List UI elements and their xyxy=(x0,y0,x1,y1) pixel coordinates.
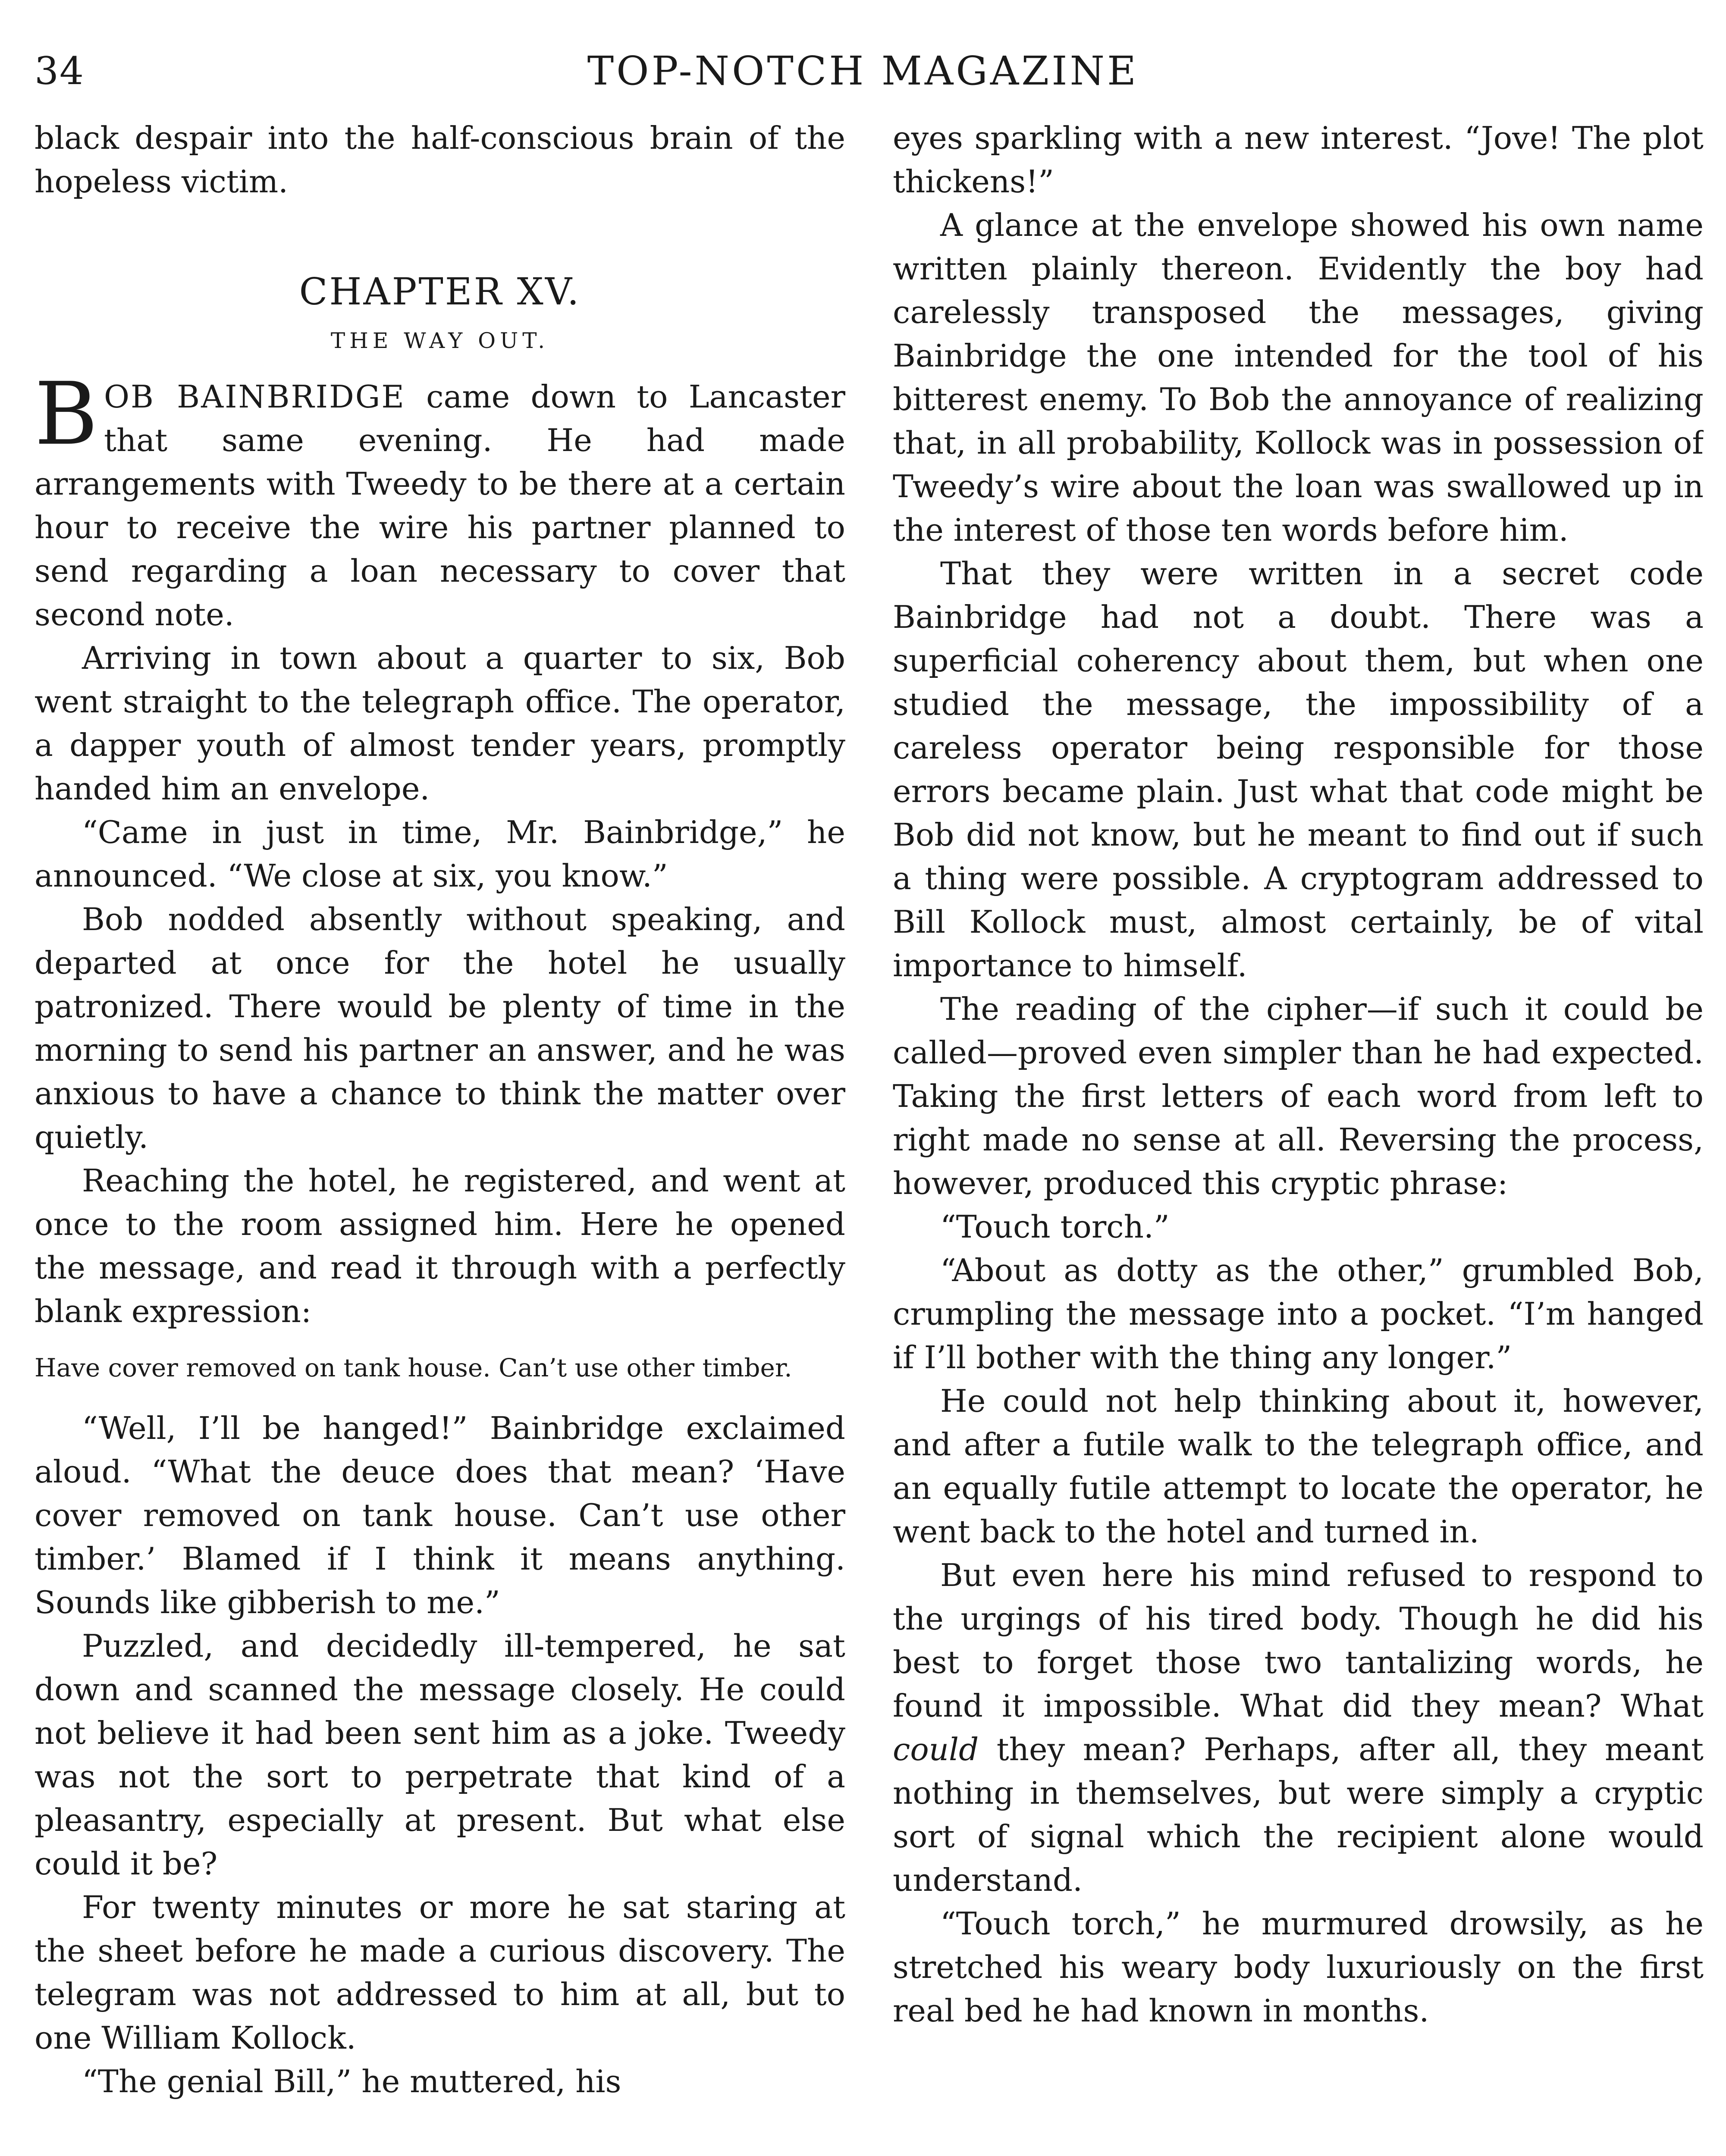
paragraph xyxy=(893,1554,1704,1902)
page-number: 34 xyxy=(35,49,85,93)
drop-cap: B xyxy=(35,364,98,464)
paragraph: “Came in just in time, Mr. Bainbridge,” he announced. “We close at six, you know.” xyxy=(35,814,845,894)
paragraph: Puzzled, and decidedly ill-tempered, he sat down and scanned the message closely. He could not believe it had been sent him as a joke. Tweedy was not the sort to perpetrate that kind of a pleasantry, especially at present. But what else could it be? xyxy=(35,1628,845,1882)
paragraph: He could not help thinking about it, however, and after a futile walk to the telegraph office, and an equally futile attempt to locate the operator, he went back to the hotel and turned in. xyxy=(893,1383,1704,1550)
paragraph: Arriving in town about a quarter to six, Bob went straight to the telegraph office. The operator, a dapper youth of almost tender years, promptly handed him an envelope. xyxy=(35,640,845,807)
chapter-heading: CHAPTER XV. xyxy=(299,270,581,313)
paragraph: Reaching the hotel, he registered, and went at once to the room assigned him. Here he opened the message, and read it through with a perfectly blank expression: xyxy=(35,1163,845,1329)
paragraph: The reading of the cipher—if such it could be called—proved even simpler than he had expected. Taking the first letters of each word from left to right made no sense at all. Reversing the process, however, produced this cryptic phrase: xyxy=(893,991,1704,1201)
left-column xyxy=(35,116,845,2156)
opening-text: came down to Lancaster that same evening. He had made arrangements with Tweedy to be there at a certain hour to receive the wire his partner planned to send regarding a loan necessary to cover that second note. xyxy=(35,379,845,633)
opening-paragraph xyxy=(35,364,845,636)
right-column xyxy=(893,116,1704,2156)
paragraph: “Touch torch,” he murmured drowsily, as he stretched his weary body luxuriously on the first real bed he had known in months. xyxy=(893,1905,1704,2029)
page-header xyxy=(35,43,1691,99)
chapter-subtitle: THE WAY OUT. xyxy=(330,328,549,353)
paragraph: “Well, I’ll be hanged!” Bainbridge exclaimed aloud. “What the deuce does that mean? ‘Have cover removed on tank house. Can’t use other timber.’ Blamed if I think it means anything. Sounds like gibberish to me.” xyxy=(35,1410,845,1620)
paragraph: Bob nodded absently without speaking, and departed at once for the hotel he usually patronized. There would be plenty of time in the morning to send his partner an answer, and he was anxious to have a chance to think the matter over quietly. xyxy=(35,901,845,1155)
telegram-text: Have cover removed on tank house. Can’t use other timber. xyxy=(35,1353,792,1382)
paragraph-text: But even here his mind refused to respond to the urgings of his tired body. Though he did his best to forget those two tantalizing words, he found it impossible. What did they mean? What xyxy=(893,1557,1704,1724)
paragraph: “The genial Bill,” he muttered, his xyxy=(82,2063,621,2100)
paragraph-text: they mean? Perhaps, after all, they meant nothing in themselves, but were simply a cryptic sort of signal which the recipient alone would understand. xyxy=(893,1731,1704,1898)
paragraph: For twenty minutes or more he sat staring at the sheet before he made a curious discovery. The telegram was not addressed to him at all, but to one William Kollock. xyxy=(35,1889,845,2056)
paragraph: “About as dotty as the other,” grumbled Bob, crumpling the message into a pocket. “I’m hanged if I’ll bother with the thing any longer.” xyxy=(893,1252,1704,1376)
magazine-title: TOP-NOTCH MAGAZINE xyxy=(587,48,1139,94)
opening-smallcaps: OB BAINBRIDGE xyxy=(104,379,405,415)
paragraph: eyes sparkling with a new interest. “Jove! The plot thickens!” xyxy=(893,120,1704,200)
paragraph: That they were written in a secret code Bainbridge had not a doubt. There was a superficial coherency about them, but when one studied the message, the impossibility of a careless operator being responsible for those errors became plain. Just what that code might be Bob did not know, but he meant to find out if such a thing were possible. A cryptogram addressed to Bill Kollock must, almost certainly, be of vital importance to himself. xyxy=(893,555,1704,984)
paragraph: A glance at the envelope showed his own name written plainly thereon. Evidently the boy had carelessly transposed the messages, giving Bainbridge the one intended for the tool of his bitterest enemy. To Bob the annoyance of realizing that, in all probability, Kollock was in possession of Tweedy’s wire about the loan was swallowed up in the interest of those ten words before him. xyxy=(893,207,1704,548)
paragraph: black despair into the half-conscious brain of the hopeless victim. xyxy=(35,120,845,200)
paragraph: “Touch torch.” xyxy=(940,1209,1170,1245)
emphasis-text: could xyxy=(893,1731,979,1767)
